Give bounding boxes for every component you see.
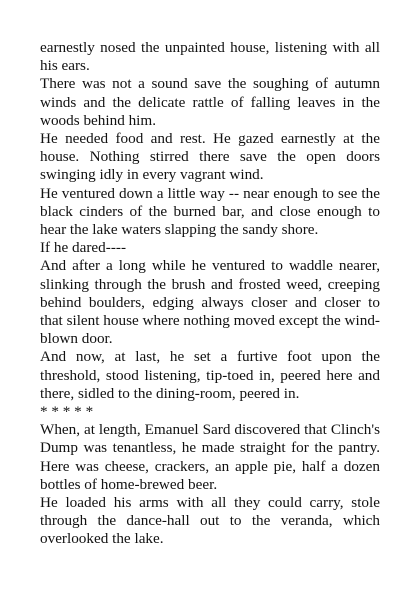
paragraph: There was not a sound save the soughing of autumn winds and the delicate rattle of falling leaves in the woods behind him. [40, 75, 380, 129]
paragraph: When, at length, Emanuel Sard discovered that Clinch's Dump was tenantless, he made straight for the pantry. Here was cheese, crackers, an apple pie, half a dozen bottles of home-brewed beer. [40, 421, 380, 493]
paragraph: earnestly nosed the unpainted house, listening with all his ears. [40, 39, 380, 75]
paragraph: And now, at last, he set a furtive foot upon the threshold, stood listening, tip-toed in, peered here and there, sidled to the dining-room, peered in. [40, 348, 380, 402]
paragraph: He ventured down a little way -- near enough to see the black cinders of the burned bar, and close enough to hear the lake waters slapping the sandy shore. [40, 184, 380, 239]
document-page [40, 39, 380, 549]
paragraph: And after a long while he ventured to waddle nearer, slinking through the brush and frosted weed, creeping behind boulders, edging always closer and closer to that silent house where nothing moved except the wind-blown door. [40, 257, 380, 348]
paragraph: He loaded his arms with all they could carry, stole through the dance-hall out to the veranda, which overlooked the lake. [40, 494, 380, 548]
paragraph: If he dared---- [40, 239, 127, 257]
section-separator: * * * * * [40, 403, 94, 421]
paragraph: He needed food and rest. He gazed earnestly at the house. Nothing stirred there save the open doors swinging idly in every vagrant wind. [40, 130, 380, 184]
